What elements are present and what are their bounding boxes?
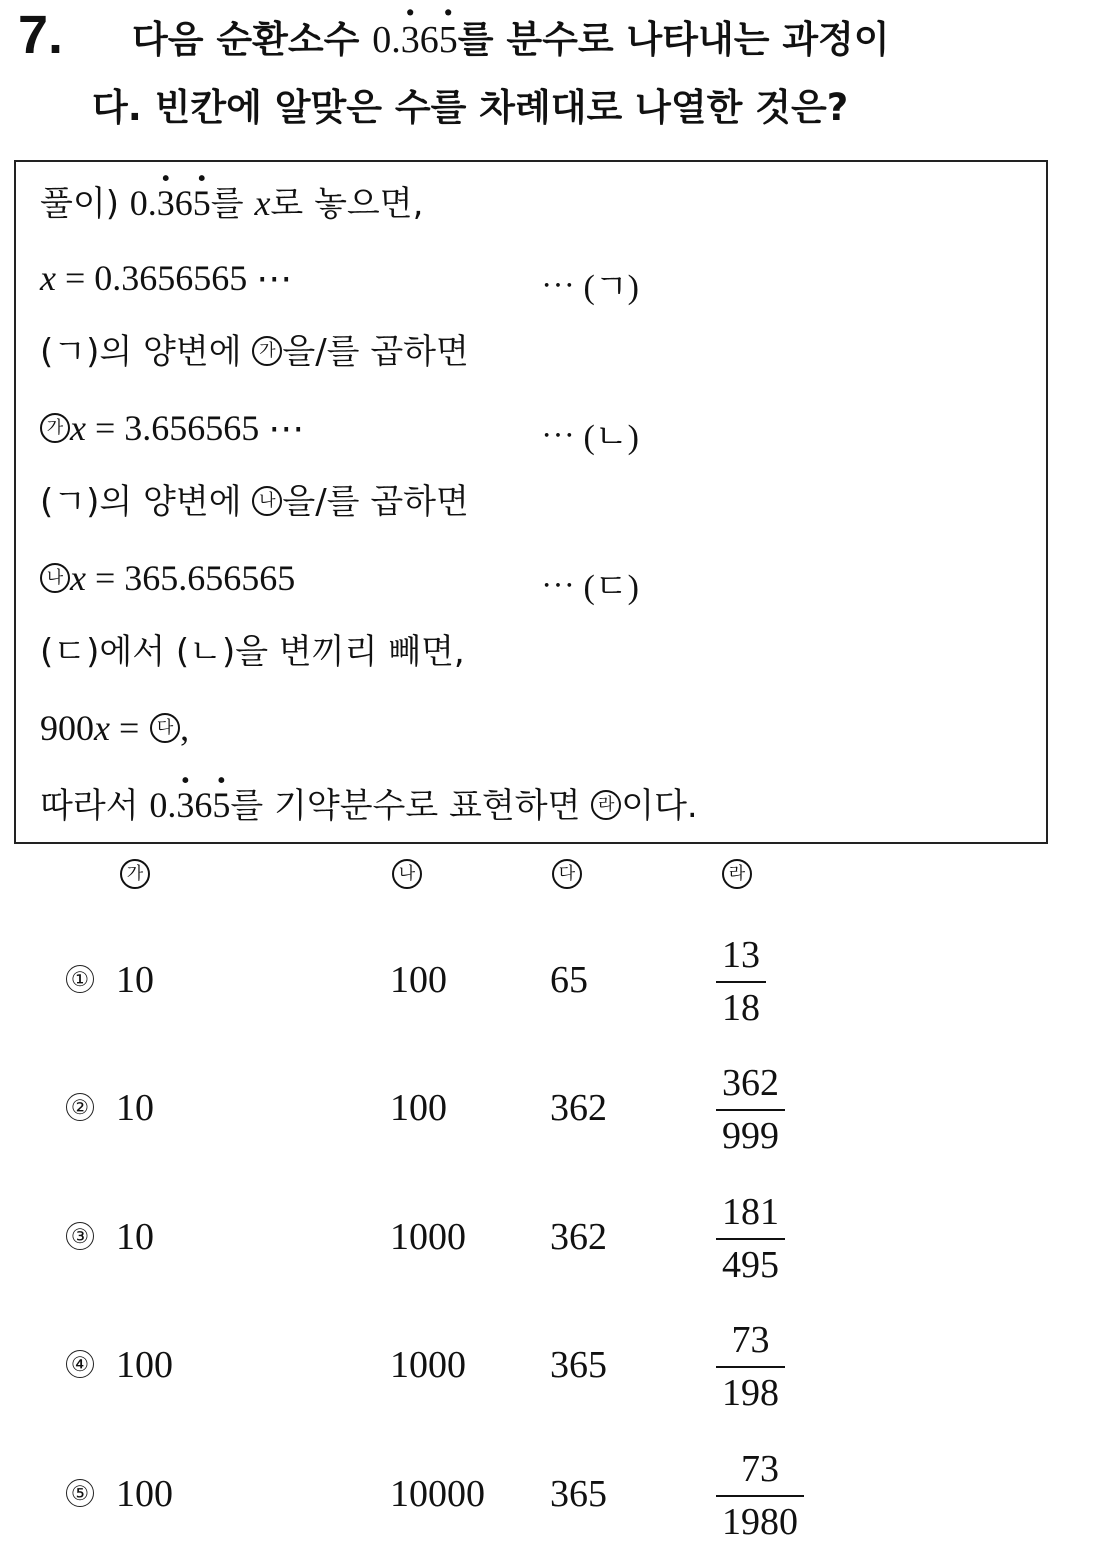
equation-marker-c: ⋯ (ㄷ) <box>541 569 639 606</box>
equation-marker-a: ⋯ (ㄱ) <box>541 269 639 306</box>
solution-line-7: (ㄷ)에서 (ㄴ)을 변끼리 빼면, <box>40 632 465 672</box>
option-number: ② <box>66 1093 94 1121</box>
option-da-value: 362 <box>550 1216 607 1258</box>
ga-circle-icon: 가 <box>120 859 150 889</box>
question-text-tail: 를 분수로 나타내는 과정이 <box>457 18 890 61</box>
solution-line-1: 풀이) 0.· 36· 5를 x로 놓으면, <box>40 182 423 225</box>
ra-circle-icon: 라 <box>722 859 752 889</box>
option-ra-fraction: 73 198 <box>716 1317 785 1417</box>
solution-box <box>14 160 1048 844</box>
column-header-ra <box>722 862 752 892</box>
question-text-lead: 다음 순환소수 <box>132 18 360 61</box>
option-number: ⑤ <box>66 1479 94 1507</box>
column-header-da <box>552 862 582 892</box>
answer-option-1[interactable] <box>0 932 1095 1032</box>
option-na-value: 100 <box>390 959 447 1001</box>
equation-marker-b: ⋯ (ㄴ) <box>541 419 639 456</box>
blank-da-icon: 다 <box>150 713 180 743</box>
option-na-value: 1000 <box>390 1344 466 1386</box>
blank-na-icon: 나 <box>252 486 282 516</box>
option-ra-fraction: 362 999 <box>716 1060 785 1160</box>
question-text-line2: 다. 빈칸에 알맞은 수를 차례대로 나열한 것은? <box>92 86 849 129</box>
solution-line-6: 나 x = 365.656565 <box>40 557 295 600</box>
solution-line-5: (ㄱ)의 양변에 나 을/를 곱하면 <box>40 482 469 522</box>
question-text-line1 <box>132 18 890 64</box>
option-number: ④ <box>66 1350 94 1378</box>
option-ga-value: ① 10 <box>66 958 154 1002</box>
option-da-value: 65 <box>550 959 588 1001</box>
option-na-value: 100 <box>390 1087 447 1129</box>
blank-ga-icon: 가 <box>252 336 282 366</box>
blank-ra-icon: 라 <box>591 790 621 820</box>
option-ga-value: ⑤ 100 <box>66 1472 173 1516</box>
answer-option-4[interactable] <box>0 1317 1095 1417</box>
column-header-na <box>392 862 422 892</box>
option-ra-fraction: 13 18 <box>716 932 766 1032</box>
solution-line-3: (ㄱ)의 양변에 가 을/를 곱하면 <box>40 332 469 372</box>
option-ga-value: ④ 100 <box>66 1343 173 1387</box>
question-number: 7. <box>18 5 64 65</box>
blank-ga-icon: 가 <box>40 413 70 443</box>
option-ga-value: ③ 10 <box>66 1215 154 1259</box>
solution-line-8: 900x = 다 , <box>40 708 190 748</box>
option-da-value: 362 <box>550 1087 607 1129</box>
repeating-decimal: 0.· 36· 5 <box>372 19 458 61</box>
option-number: ③ <box>66 1222 94 1250</box>
option-ga-value: ② 10 <box>66 1086 154 1130</box>
na-circle-icon: 나 <box>392 859 422 889</box>
solution-line-2: x = 0.3656565 ⋯ <box>40 258 293 298</box>
blank-na-icon: 나 <box>40 563 70 593</box>
answer-option-5[interactable] <box>0 1446 1095 1546</box>
option-ra-fraction: 181 495 <box>716 1189 785 1289</box>
da-circle-icon: 다 <box>552 859 582 889</box>
answer-option-3[interactable] <box>0 1189 1095 1289</box>
solution-line-4: 가 x = 3.656565 ⋯ <box>40 407 304 450</box>
option-ra-fraction: 73 1980 <box>716 1446 804 1546</box>
option-number: ① <box>66 965 94 993</box>
option-da-value: 365 <box>550 1473 607 1515</box>
column-header-ga <box>120 862 150 892</box>
answer-option-2[interactable] <box>0 1060 1095 1160</box>
option-na-value: 10000 <box>390 1473 485 1515</box>
solution-line-9: 따라서 0.· 36· 5를 기약분수로 표현하면 라 이다. <box>40 784 698 827</box>
option-da-value: 365 <box>550 1344 607 1386</box>
option-na-value: 1000 <box>390 1216 466 1258</box>
